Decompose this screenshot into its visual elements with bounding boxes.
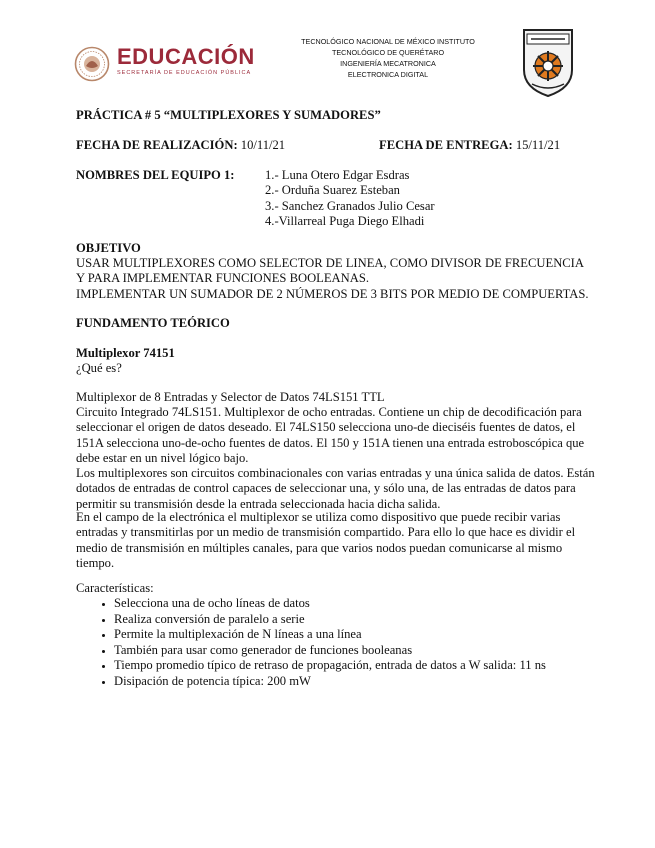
- fecha-realizacion: [76, 138, 285, 153]
- institution-line: INGENIERÍA MECATRONICA: [340, 59, 436, 68]
- objetivo-line: Y PARA IMPLEMENTAR FUNCIONES BOOLEANAS.: [76, 271, 369, 286]
- paragraph-3: [76, 510, 595, 572]
- team-member: 2.- Orduña Suarez Esteban: [265, 183, 400, 198]
- institution-line: ELECTRONICA DIGITAL: [347, 70, 429, 79]
- objetivo-heading: OBJETIVO: [76, 241, 141, 255]
- objetivo-line: IMPLEMENTAR UN SUMADOR DE 2 NÚMEROS DE 3 BITS POR MEDIO DE COMPUERTAS.: [76, 286, 589, 301]
- sep-emblem-icon: [74, 46, 110, 82]
- feature-item: • Disipación de potencia típica: 200 mW: [114, 674, 614, 690]
- paragraph-line: seleccionar el origen de datos deseado. El 74LS150 selecciona uno-de dieciséis fuentes de datos, el: [76, 420, 576, 435]
- team-member: 1.- Luna Otero Edgar Esdras: [265, 168, 410, 182]
- features-heading: Características:: [76, 581, 154, 595]
- feature-item: • También para usar como generador de funciones booleanas: [114, 643, 614, 659]
- institution-line: TECNOLÓGICO NACIONAL DE MÉXICO INSTITUTO: [301, 37, 475, 46]
- intro-text: Multiplexor de 8 Entradas y Selector de Datos 74LS151 TTL: [76, 390, 385, 404]
- paragraph-line: permitir su transmisión desde la entrada seleccionada hacia dicha salida.: [76, 496, 441, 511]
- paragraph-line: dotados de entradas de control capaces de seleccionar una, y sólo una, de las entradas de datos para: [76, 481, 576, 496]
- document-title: PRÁCTICA # 5 “MULTIPLEXORES Y SUMADORES”: [76, 108, 381, 122]
- paragraph-line: entradas y transmitirlas por un medio de transmisión compartido. Para ello lo que hace es dividir el: [76, 525, 576, 540]
- team-members: [265, 168, 435, 230]
- paragraph-line: En el campo de la electrónica el multiplexor se utiliza como dispositivo que puede recibir varias: [76, 510, 561, 524]
- fecha-realizacion-label: FECHA DE REALIZACIÓN:: [76, 138, 238, 152]
- paragraph-2: [76, 466, 595, 512]
- objetivo-text: [76, 256, 595, 302]
- feature-item: • Realiza conversión de paralelo a serie: [114, 612, 614, 628]
- fecha-realizacion-value: 10/11/21: [240, 138, 286, 152]
- paragraph-line: Circuito Integrado 74LS151. Multiplexor de ocho entradas. Contiene un chip de decodificación para: [76, 405, 582, 419]
- fecha-entrega: [379, 138, 560, 153]
- question-text: ¿Qué es?: [76, 361, 122, 375]
- features-list: [76, 596, 614, 690]
- paragraph-line: Los multiplexores son circuitos combinacionales con varias entradas y una única salida de datos. Están: [76, 466, 595, 480]
- institution-block: [290, 36, 486, 80]
- feature-item: • Permite la multiplexación de N líneas a una línea: [114, 627, 614, 643]
- institution-line: TECNOLÓGICO DE QUERÉTARO: [331, 48, 445, 57]
- fecha-entrega-label: FECHA DE ENTREGA:: [379, 138, 513, 152]
- paragraph-line: 151A selecciona uno-de-ocho fuentes de datos. El 150 y 151A tienen una entrada estroboscópica que: [76, 435, 585, 450]
- multiplexor-subheading: Multiplexor 74151: [76, 346, 175, 360]
- school-crest-icon: [518, 26, 578, 98]
- paragraph-line: debe estar en un nivel lógico bajo.: [76, 451, 249, 466]
- paragraph-line: medio de transmisión en múltiples canales, para que varios nodos puedan comunicarse al mismo: [76, 540, 563, 555]
- logo-subtext: SECRETARÍA DE EDUCACIÓN PÚBLICA: [117, 70, 252, 76]
- paragraph-1: [76, 405, 595, 467]
- feature-item: • Selecciona una de ocho líneas de datos: [114, 596, 614, 612]
- team-label: NOMBRES DEL EQUIPO 1:: [76, 168, 235, 182]
- objetivo-line: USAR MULTIPLEXORES COMO SELECTOR DE LINEA, COMO DIVISOR DE FRECUENCIA: [76, 256, 584, 270]
- fecha-entrega-value: 15/11/21: [515, 138, 561, 152]
- paragraph-line: tiempo.: [76, 556, 115, 571]
- fundamento-heading: FUNDAMENTO TEÓRICO: [76, 316, 230, 330]
- team-member: 4.-Villarreal Puga Diego Elhadi: [265, 214, 425, 229]
- logo-text: EDUCACIÓN: [117, 44, 255, 69]
- feature-item: • Tiempo promedio típico de retraso de propagación, entrada de datos a W salida: 11 ns: [114, 658, 614, 674]
- team-member: 3.- Sanchez Granados Julio Cesar: [265, 198, 435, 213]
